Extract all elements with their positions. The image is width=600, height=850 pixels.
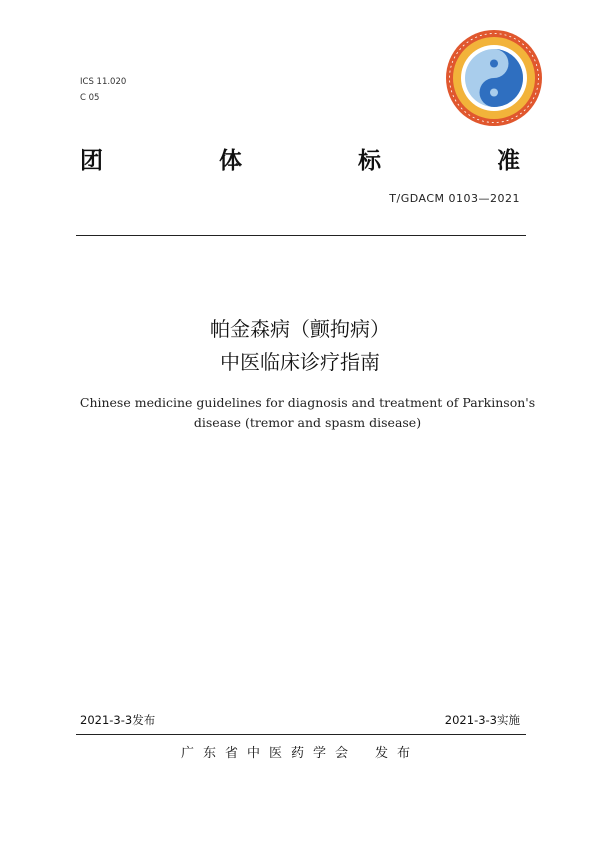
chinese-title-line-1: 帕金森病（颤拘病） — [210, 317, 390, 341]
issuer-line — [0, 742, 600, 761]
issuing-organization: 广东省中医药学会 — [180, 746, 357, 761]
top-divider — [76, 235, 526, 236]
standard-type-heading — [80, 142, 520, 175]
standard-number: T/GDACM 0103—2021 — [389, 192, 520, 205]
association-seal-icon — [444, 28, 544, 128]
english-title-line-1: Chinese medicine guidelines for diagnosis and treatment of Parkinson's — [79, 395, 536, 410]
chinese-title-line-2: 中医临床诊疗指南 — [220, 350, 380, 374]
issue-action: 发布 — [375, 746, 420, 761]
standard-type-char: 团 — [80, 148, 103, 174]
ccs-code: C 05 — [80, 93, 100, 103]
english-title — [70, 393, 545, 433]
standard-type-char: 体 — [219, 148, 242, 174]
publish-date: 2021-3-3发布 — [80, 713, 156, 727]
english-title-line-2: disease (tremor and spasm disease) — [193, 415, 422, 430]
implementation-date: 2021-3-3实施 — [444, 713, 520, 727]
standard-type-char: 标 — [358, 148, 381, 174]
standard-type-char: 准 — [497, 148, 520, 174]
bottom-divider — [76, 734, 526, 735]
ics-code: ICS 11.020 — [80, 77, 127, 87]
classification-codes — [80, 74, 126, 106]
